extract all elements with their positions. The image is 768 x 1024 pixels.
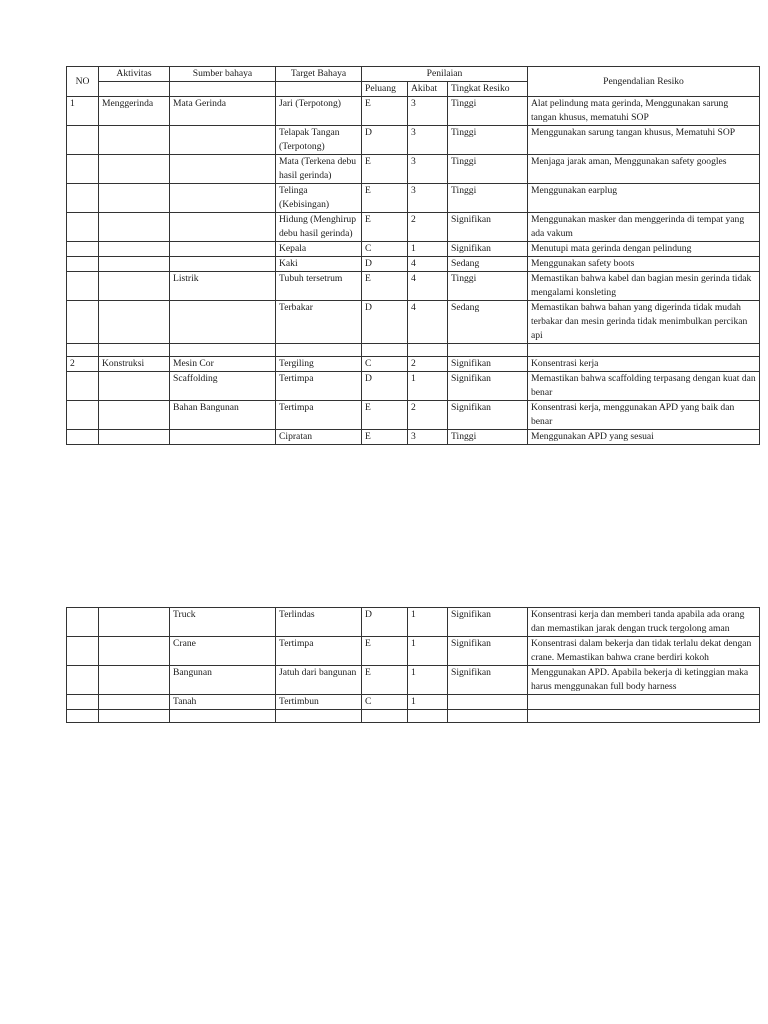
- cell-tingkat: Signifikan: [448, 401, 528, 430]
- header-pengendalian-resiko: Pengendalian Resiko: [528, 67, 760, 97]
- cell-aktivitas: [99, 301, 170, 344]
- cell-no: 1: [67, 97, 99, 126]
- cell-target: Kepala: [276, 242, 362, 257]
- cell-peluang: E: [362, 666, 408, 695]
- header-peluang: Peluang: [362, 82, 408, 97]
- cell-sumber: Mesin Cor: [170, 357, 276, 372]
- cell-akibat: 3: [408, 155, 448, 184]
- cell-sumber: [170, 184, 276, 213]
- cell-sumber: [170, 155, 276, 184]
- cell-aktivitas: [99, 344, 170, 357]
- cell-akibat: 1: [408, 666, 448, 695]
- cell-pengendalian: Menggunakan masker dan menggerinda di tempat yang ada vakum: [528, 213, 760, 242]
- header-aktivitas: Aktivitas: [99, 67, 170, 82]
- cell-aktivitas: [99, 430, 170, 445]
- cell-tingkat: [448, 710, 528, 723]
- table-row: [67, 372, 760, 401]
- cell-peluang: E: [362, 401, 408, 430]
- cell-no: [67, 272, 99, 301]
- cell-pengendalian: Konsentrasi dalam bekerja dan tidak terlalu dekat dengan crane. Memastikan bahwa crane berdiri kokoh: [528, 637, 760, 666]
- cell-pengendalian: Memastikan bahwa bahan yang digerinda tidak mudah terbakar dan mesin gerinda tidak menimbulkan percikan api: [528, 301, 760, 344]
- cell-target: Tubuh tersetrum: [276, 272, 362, 301]
- table-row: [67, 242, 760, 257]
- cell-aktivitas: [99, 213, 170, 242]
- cell-target: Tertimpa: [276, 637, 362, 666]
- cell-no: [67, 344, 99, 357]
- header-tingkat-resiko: Tingkat Resiko: [448, 82, 528, 97]
- cell-no: [67, 155, 99, 184]
- cell-aktivitas: [99, 126, 170, 155]
- table-row: [67, 97, 760, 126]
- cell-no: [67, 695, 99, 710]
- cell-pengendalian: [528, 695, 760, 710]
- cell-tingkat: Sedang: [448, 257, 528, 272]
- risk-assessment-table-2: [66, 607, 760, 723]
- cell-no: [67, 126, 99, 155]
- cell-akibat: [408, 710, 448, 723]
- cell-tingkat: [448, 344, 528, 357]
- cell-peluang: E: [362, 155, 408, 184]
- cell-akibat: 4: [408, 272, 448, 301]
- cell-no: [67, 608, 99, 637]
- table-row: [67, 637, 760, 666]
- table-row: [67, 301, 760, 344]
- cell-no: [67, 401, 99, 430]
- cell-sumber: Truck: [170, 608, 276, 637]
- cell-target: [276, 344, 362, 357]
- cell-target: Mata (Terkena debu hasil gerinda): [276, 155, 362, 184]
- table-row: [67, 695, 760, 710]
- table-row: [67, 126, 760, 155]
- cell-aktivitas: [99, 242, 170, 257]
- cell-sumber: Mata Gerinda: [170, 97, 276, 126]
- cell-no: [67, 213, 99, 242]
- cell-tingkat: Signifikan: [448, 372, 528, 401]
- cell-akibat: 2: [408, 213, 448, 242]
- cell-pengendalian: [528, 710, 760, 723]
- cell-sumber: [170, 344, 276, 357]
- cell-akibat: 3: [408, 430, 448, 445]
- cell-target: Jatuh dari bangunan: [276, 666, 362, 695]
- cell-akibat: 2: [408, 357, 448, 372]
- cell-aktivitas: [99, 372, 170, 401]
- cell-akibat: 4: [408, 301, 448, 344]
- cell-tingkat: Signifikan: [448, 608, 528, 637]
- cell-target: Kaki: [276, 257, 362, 272]
- cell-aktivitas: [99, 257, 170, 272]
- cell-target: Tertimbun: [276, 695, 362, 710]
- cell-pengendalian: Menggunakan APD yang sesuai: [528, 430, 760, 445]
- cell-target: Tertimpa: [276, 372, 362, 401]
- header-sumber-bahaya: Sumber bahaya: [170, 67, 276, 82]
- cell-tingkat: Signifikan: [448, 357, 528, 372]
- table-row: [67, 608, 760, 637]
- header-akibat: Akibat: [408, 82, 448, 97]
- cell-peluang: C: [362, 695, 408, 710]
- cell-sumber: [170, 257, 276, 272]
- cell-akibat: 3: [408, 97, 448, 126]
- cell-target: [276, 710, 362, 723]
- cell-aktivitas: [99, 155, 170, 184]
- cell-peluang: E: [362, 430, 408, 445]
- cell-aktivitas: Menggerinda: [99, 97, 170, 126]
- cell-aktivitas: [99, 695, 170, 710]
- cell-target: Terlindas: [276, 608, 362, 637]
- cell-akibat: 4: [408, 257, 448, 272]
- table-row: [67, 213, 760, 242]
- header-penilaian: Penilaian: [362, 67, 528, 82]
- cell-peluang: [362, 710, 408, 723]
- table-row: [67, 710, 760, 723]
- table-row: [67, 430, 760, 445]
- cell-akibat: 3: [408, 126, 448, 155]
- cell-tingkat: Tinggi: [448, 272, 528, 301]
- cell-akibat: [408, 344, 448, 357]
- cell-tingkat: Signifikan: [448, 637, 528, 666]
- table-row: [67, 666, 760, 695]
- cell-target: Hidung (Menghirup debu hasil gerinda): [276, 213, 362, 242]
- cell-no: [67, 242, 99, 257]
- header-target-bahaya: Target Bahaya: [276, 67, 362, 82]
- cell-sumber: [170, 301, 276, 344]
- cell-pengendalian: Memastikan bahwa scaffolding terpasang dengan kuat dan benar: [528, 372, 760, 401]
- cell-no: [67, 257, 99, 272]
- cell-target: Tergiling: [276, 357, 362, 372]
- cell-tingkat: Signifikan: [448, 242, 528, 257]
- cell-peluang: D: [362, 126, 408, 155]
- header-blank: [276, 82, 362, 97]
- table-row: [67, 272, 760, 301]
- cell-aktivitas: [99, 608, 170, 637]
- cell-aktivitas: [99, 401, 170, 430]
- cell-peluang: D: [362, 257, 408, 272]
- cell-no: [67, 184, 99, 213]
- cell-sumber: Bahan Bangunan: [170, 401, 276, 430]
- cell-akibat: 1: [408, 637, 448, 666]
- cell-peluang: C: [362, 357, 408, 372]
- cell-target: Terbakar: [276, 301, 362, 344]
- cell-no: [67, 301, 99, 344]
- cell-no: [67, 710, 99, 723]
- header-blank: [170, 82, 276, 97]
- cell-sumber: Bangunan: [170, 666, 276, 695]
- cell-akibat: 1: [408, 372, 448, 401]
- cell-aktivitas: [99, 637, 170, 666]
- cell-sumber: Listrik: [170, 272, 276, 301]
- cell-tingkat: Tinggi: [448, 126, 528, 155]
- cell-target: Tertimpa: [276, 401, 362, 430]
- header-no: NO: [67, 67, 99, 97]
- cell-sumber: Crane: [170, 637, 276, 666]
- cell-aktivitas: [99, 666, 170, 695]
- table-1-body: [67, 97, 760, 445]
- cell-akibat: 1: [408, 695, 448, 710]
- cell-target: Telinga (Kebisingan): [276, 184, 362, 213]
- cell-tingkat: Signifikan: [448, 213, 528, 242]
- cell-peluang: D: [362, 301, 408, 344]
- cell-target: Jari (Terpotong): [276, 97, 362, 126]
- cell-akibat: 3: [408, 184, 448, 213]
- cell-tingkat: Signifikan: [448, 666, 528, 695]
- cell-pengendalian: Menggunakan earplug: [528, 184, 760, 213]
- table-row: [67, 257, 760, 272]
- cell-pengendalian: Konsentrasi kerja, menggunakan APD yang baik dan benar: [528, 401, 760, 430]
- cell-pengendalian: Menjaga jarak aman, Menggunakan safety googles: [528, 155, 760, 184]
- cell-akibat: 1: [408, 608, 448, 637]
- cell-pengendalian: Alat pelindung mata gerinda, Menggunakan sarung tangan khusus, mematuhi SOP: [528, 97, 760, 126]
- cell-aktivitas: Konstruksi: [99, 357, 170, 372]
- cell-peluang: E: [362, 184, 408, 213]
- cell-sumber: [170, 213, 276, 242]
- cell-peluang: D: [362, 608, 408, 637]
- cell-pengendalian: Konsentrasi kerja dan memberi tanda apabila ada orang dan memastikan jarak dengan truck tergolong aman: [528, 608, 760, 637]
- cell-aktivitas: [99, 272, 170, 301]
- table-2-body: [67, 608, 760, 723]
- cell-target: Cipratan: [276, 430, 362, 445]
- cell-no: [67, 430, 99, 445]
- risk-assessment-table-1: [66, 66, 760, 445]
- cell-no: [67, 637, 99, 666]
- table-row: [67, 401, 760, 430]
- cell-tingkat: Tinggi: [448, 97, 528, 126]
- cell-akibat: 1: [408, 242, 448, 257]
- cell-pengendalian: Menggunakan safety boots: [528, 257, 760, 272]
- cell-sumber: [170, 126, 276, 155]
- cell-pengendalian: Menutupi mata gerinda dengan pelindung: [528, 242, 760, 257]
- cell-sumber: Scaffolding: [170, 372, 276, 401]
- cell-tingkat: Tinggi: [448, 430, 528, 445]
- cell-sumber: [170, 430, 276, 445]
- cell-pengendalian: Menggunakan APD. Apabila bekerja di ketinggian maka harus menggunakan full body harness: [528, 666, 760, 695]
- cell-peluang: E: [362, 97, 408, 126]
- table-row: [67, 357, 760, 372]
- cell-tingkat: Sedang: [448, 301, 528, 344]
- cell-sumber: [170, 242, 276, 257]
- cell-peluang: E: [362, 213, 408, 242]
- cell-no: [67, 372, 99, 401]
- cell-pengendalian: [528, 344, 760, 357]
- cell-sumber: Tanah: [170, 695, 276, 710]
- table-row: [67, 184, 760, 213]
- cell-no: [67, 666, 99, 695]
- cell-pengendalian: Menggunakan sarung tangan khusus, Mematuhi SOP: [528, 126, 760, 155]
- cell-peluang: E: [362, 637, 408, 666]
- cell-peluang: E: [362, 272, 408, 301]
- cell-tingkat: Tinggi: [448, 184, 528, 213]
- cell-peluang: D: [362, 372, 408, 401]
- cell-peluang: C: [362, 242, 408, 257]
- cell-pengendalian: Konsentrasi kerja: [528, 357, 760, 372]
- cell-no: 2: [67, 357, 99, 372]
- cell-target: Telapak Tangan (Terpotong): [276, 126, 362, 155]
- cell-pengendalian: Memastikan bahwa kabel dan bagian mesin gerinda tidak mengalami konsleting: [528, 272, 760, 301]
- cell-tingkat: [448, 695, 528, 710]
- cell-akibat: 2: [408, 401, 448, 430]
- table-row: [67, 344, 760, 357]
- cell-aktivitas: [99, 184, 170, 213]
- cell-tingkat: Tinggi: [448, 155, 528, 184]
- cell-peluang: [362, 344, 408, 357]
- header-blank: [99, 82, 170, 97]
- table-row: [67, 155, 760, 184]
- cell-sumber: [170, 710, 276, 723]
- cell-aktivitas: [99, 710, 170, 723]
